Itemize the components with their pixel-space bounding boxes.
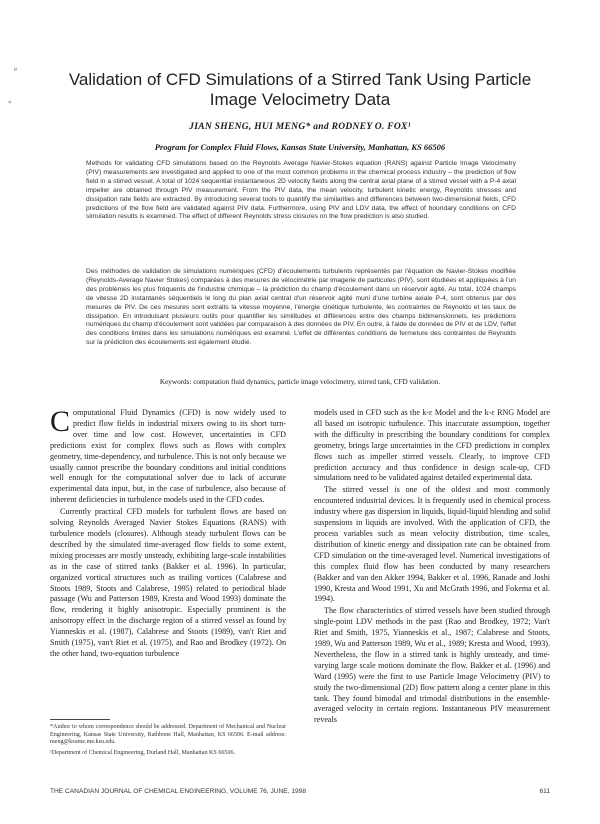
intro-text: omputational Fluid Dynamics (CFD) is now widely used to predict flow fields in industrial mixers owing to its short turn-over time and low cost. However, uncertainties in CFD predictions exist for complex flows such as flows with complex geometry, time-dependency, and turbulence. This is not only because we usually cannot prescribe the boundary conditions and initial conditions well enough for the computational solver due to lack of accurate experimental data input, but, in the case of turbulence, also because of inherent deficiencies in turbulence models used in the CFD codes. [50,408,286,505]
footnote-divider [50,719,110,720]
body-paragraph: The flow characteristics of stirred vessels have been studied through single-point LDV methods in the past (Rao and Brodkey, 1972; Van't Riet and Smith, 1975, Yianneskis et al., 1987; Calabrese and Stoots, 1989, Wu and Patterson 1989, Wu et al., 1989; Kresta and Wood, 1993). Nevertheless, the flow in a stirred tank is highly unsteady, and time-varying large scale motions dominate the flow. Bakker et al. (1996) and Ward (1995) were the first to use Particle Image Velocimetry (PIV) to study the two-dimensional (2D) flow pattern along a center plane in this tank. They found bimodal and trimodal distributions in the ensemble-averaged velocity in certain regions. Instantaneous PIV measurement reveals [314,606,550,725]
page-footer [50,788,550,795]
paper-title: Validation of CFD Simulations of a Stirred Tank Using Particle Image Velocimetry Data [68,70,532,109]
abstract-french: Des méthodes de validation de simulations numériques (CFD) d'écoulements turbulents représentés par l'équation de Navier-Stokes modifiée (Reynolds-Average Navier Stokes) comparées à des mesures de vélocimétrie par imagerie de particules (PIV), sont étudiées et appliquées à l'un des problèmes les plus fréquents de l'industrie chimique – la prédiction du champ d'écoulement dans un réservoir agité. Au total, 1024 champs de vitesse 2D instantanés séquentiels le long du plan axial central d'un réservoir agité muni d'une turbine axiale P-4, sont obtenus par des mesures de PIV. De ces mesures sont extraits la vitesse moyenne, l'énergie cinétique turbulente, les contraintes de Reynolds et les taux de dissipation. En introduisant plusieurs outils pour quantifier les similitudes et différences entre des champs bidimensionnels, les prédictions numériques du champ d'écoulement sont validées par comparaison à des données de PIV. En outre, à l'aide de données de PIV et de LDV, l'effet des conditions limites dans les simulations numériques est examiné. L'effet de différentes conditions de fermeture des contraintes de Reynolds sur la prédiction des écoulements est également étudié. [86,268,517,347]
body-paragraph: The stirred vessel is one of the oldest and most commonly encountered industrial devices. It is frequently used in chemical process industry where gas dispersion in liquids, liquid-liquid blending and solid suspensions in liquids are involved. With the application of CFD, the process variables such as mean velocity distribution, time scales, distribution of kinetic energy and dissipation rate can be obtained from CFD simulation on the time-averaged level. Numerical investigations of this complex fluid flow has been conducted by many researchers (Bakker and van den Akker 1994, Bakker et al. 1996, Ranade and Joshi 1990, Kresta and Wood 1991, Xu and McGrath 1996, and Fokema et al. 1994). [314,485,550,604]
abstract-english: Methods for validating CFD simulations based on the Reynolds Average Navier-Stokes equation (RANS) against Particle Image Velocimetry (PIV) measurements are investigated and applied to one of the most common problems in the chemical process industry – the prediction of flow field in a stirred vessel. A total of 1024 sequential instantaneous 2D velocity fields along the central axial plane of a stirred vessel with a P-4 axial impeller are obtained through PIV measurement. From the PIV data, the mean velocity, turbulent kinetic energy, Reynolds stresses and dissipation rate fields are extracted. By introducing several tools to quantify the similarities and differences between two-dimensional fields, CFD predictions of the flow field are validated against PIV data. Furthermore, using PIV and LDV data, the effect of boundary conditions on CFD simulation results is examined. The effect of different Reynolds stress closures on the flow prediction is also studied. [86,160,516,221]
body-column-right [314,408,550,727]
body-column-left [50,405,286,661]
footnotes [50,724,286,760]
drop-cap: C [50,405,71,438]
intro-paragraph [50,405,286,506]
footnote-corresponding-author: *Author to whom correspondence should be addressed. Department of Mechanical and Nuclear Engineering, Kansas State University, Rathbone Hall, Manhattan, KS 66506. E-mail address: meng@ksume.me.ksu.edu. [50,724,286,745]
margin-mark: « [8,98,12,106]
page-number: 611 [539,788,550,795]
affiliation: Program for Complex Fluid Flows, Kansas State University, Manhattan, KS 66506 [154,142,446,152]
body-paragraph: models used in CFD such as the k-ε Model and the k-ε RNG Model are all based on isotropic turbulence. This inaccurate assumption, together with the difficulty in prescribing the boundary conditions for complex geometry, brings large uncertainties in the CFD predictions in complex flows such as impeller stirred vessels. Clearly, to improve CFD prediction accuracy and thus confidence in design scale-up, CFD simulations need to be validated against detailed experimental data. [314,408,550,483]
footnote-affiliation: ¹Department of Chemical Engineering, Durland Hall, Manhattan KS 66506. [50,749,236,756]
keywords: Keywords: computation fluid dynamics, particle image velocimetry, stirred tank, CFD validation. [159,378,441,386]
margin-mark: e [14,65,18,73]
journal-citation: THE CANADIAN JOURNAL OF CHEMICAL ENGINEERING, VOLUME 76, JUNE, 1998 [50,788,306,795]
body-paragraph: Currently practical CFD models for turbulent flows are based on solving Reynolds Averaged Navier Stokes Equations (RANS) with turbulence models (closures). Although steady turbulent flows can be described by the simulated time-averaged flow fields to some extent, mixing processes are mostly unsteady, exhibiting large-scale instabilities as in the case of stirred tanks (Bakker et al. 1996). In particular, organized vortical structures such as trailing vortices (Calabrese and Stoots 1989, Stoots and Calabrese, 1995) related to periodical blade passage (Wu and Patterson 1989, Kresta and Wood 1993) dominate the flow, rendering it highly anisotropic. Especially prominent is the anisotropy effect in the discharge region of a stirred vessel as found by Yianneskis et al. (1987), Calabrese and Stoots (1989), van't Riet and Smith (1975), van't Riet et al. (1975), and Rao and Brodkey (1972). On the other hand, two-equation turbulence [50,507,286,658]
author-list: JIAN SHENG, HUI MENG* and RODNEY O. FOX¹ [189,122,411,132]
